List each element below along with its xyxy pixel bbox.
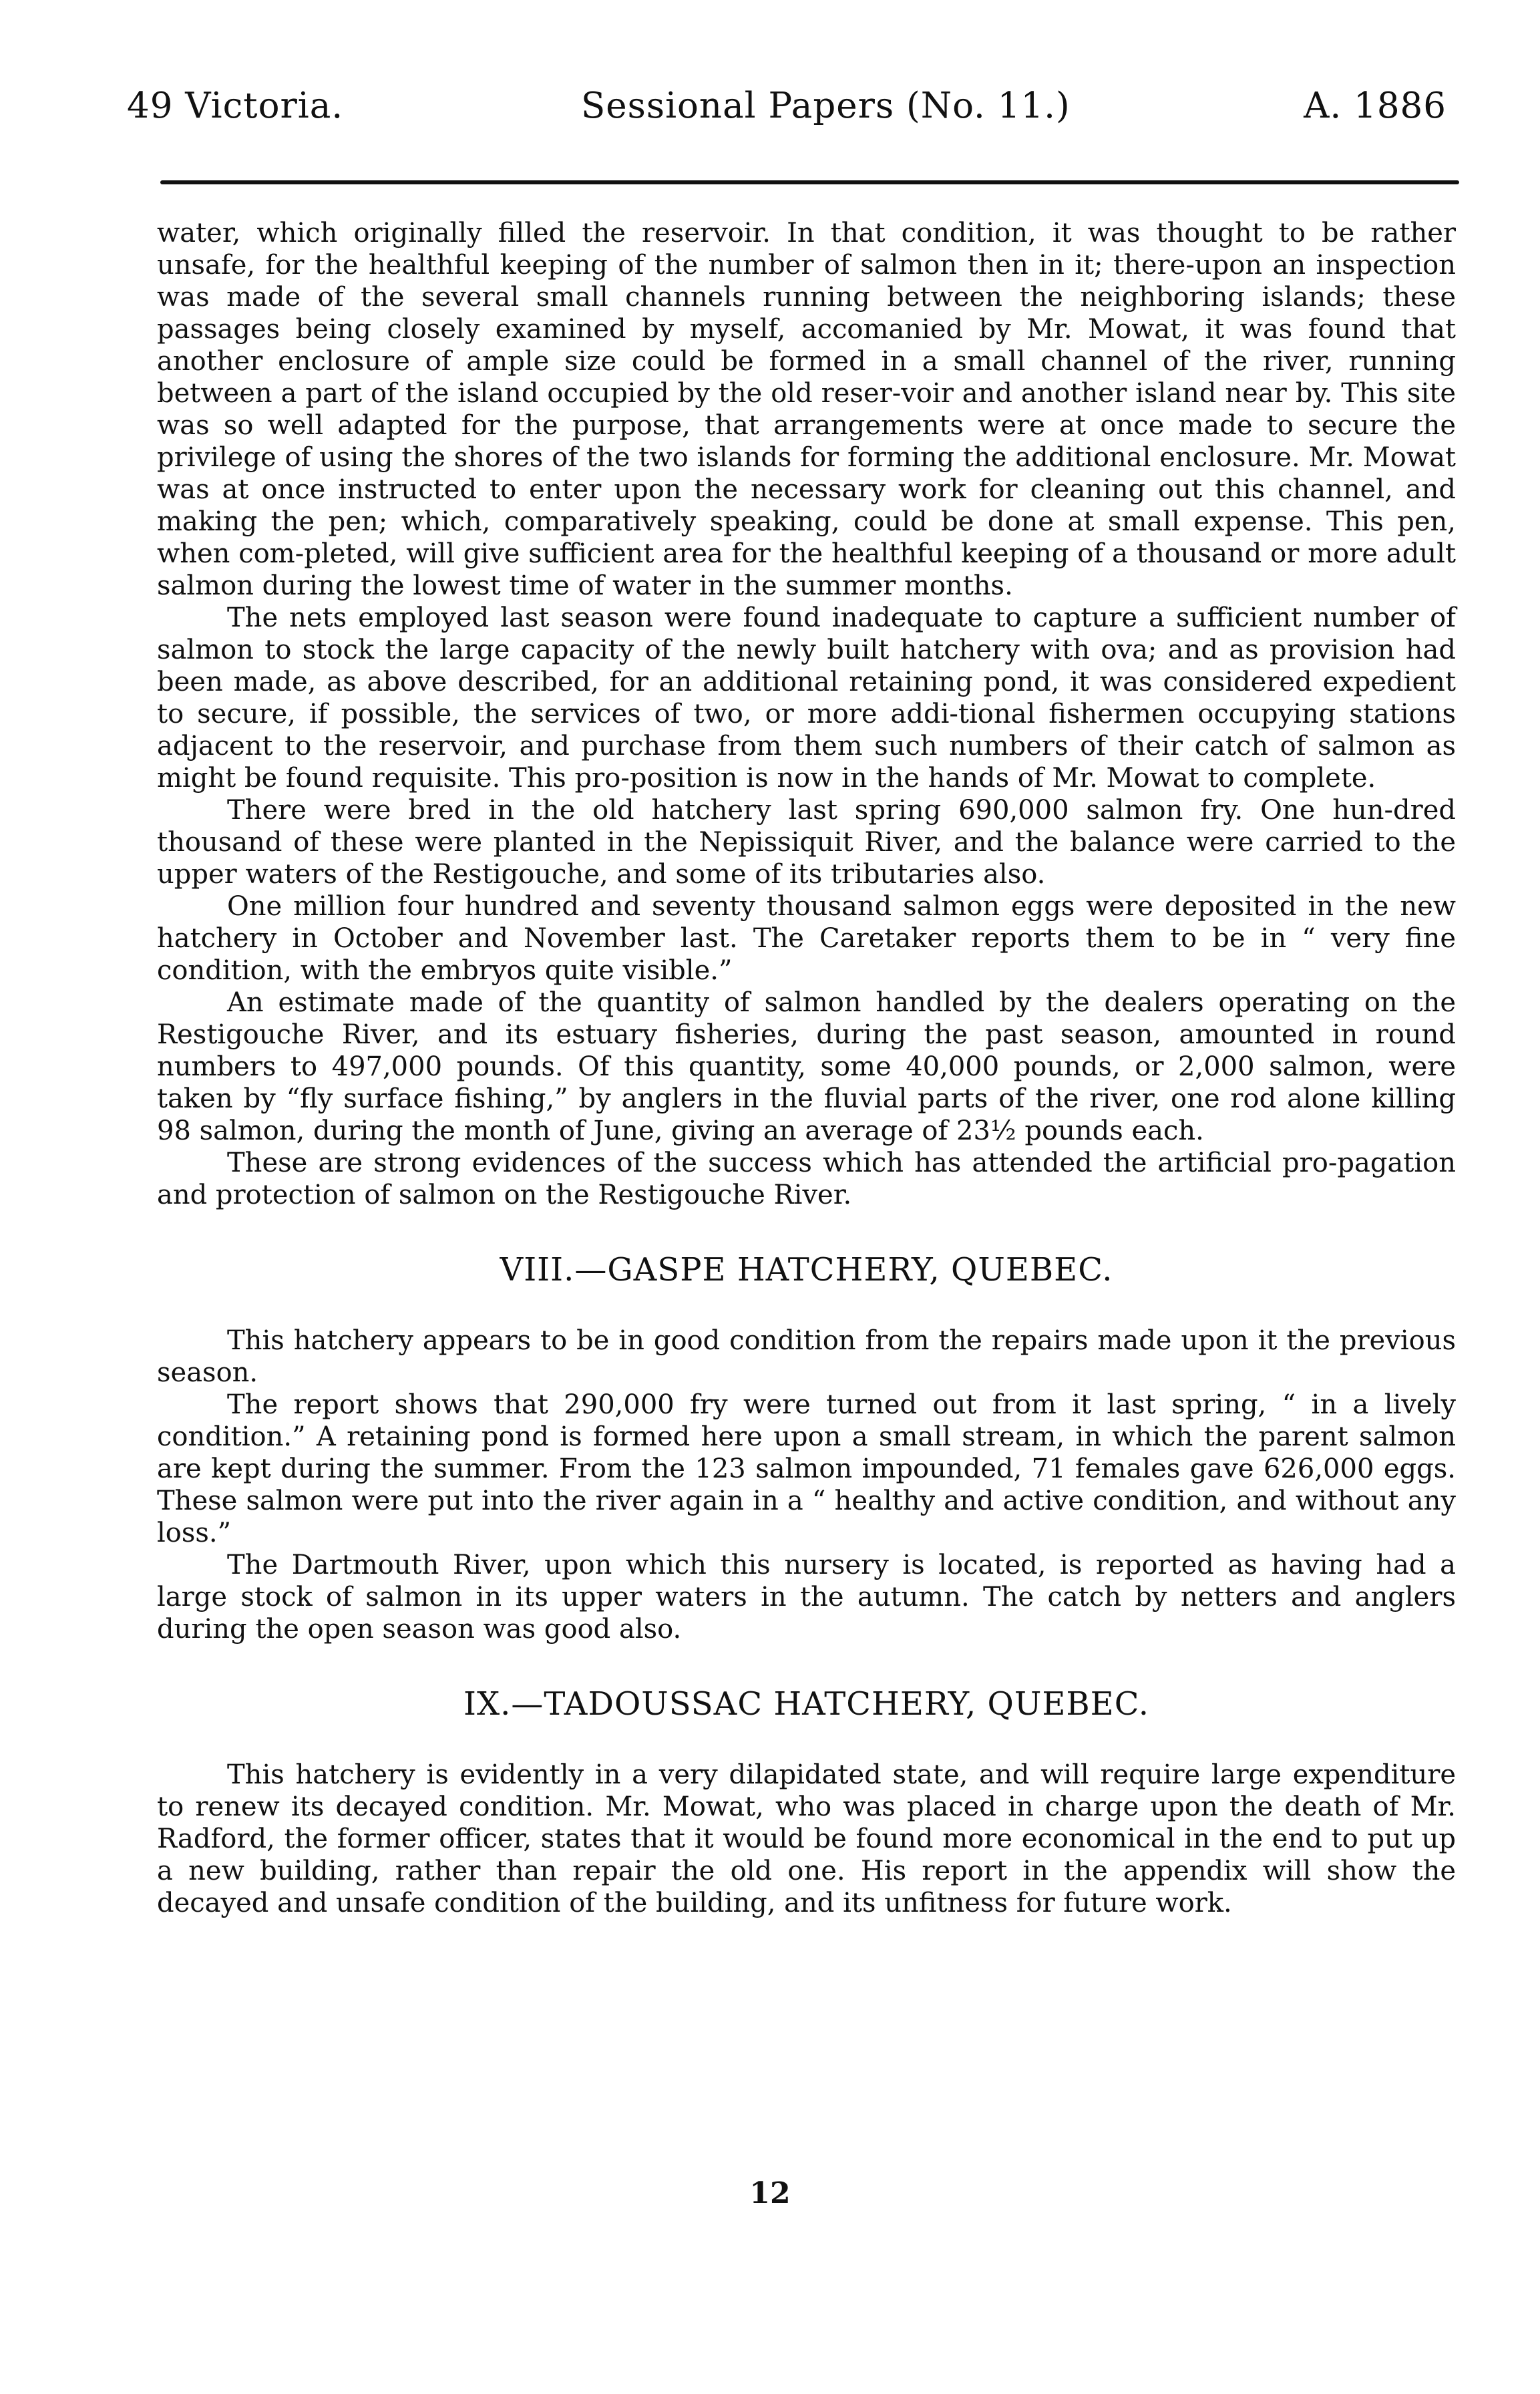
paragraph: This hatchery is evidently in a very dilapidated state, and will require large expenditure to renew its decayed condition. Mr. Mowat, who was placed in charge upon the death of Mr. Radford, the former officer, states that it would be found more economical in the end to put up a new building, rather than repair the old one. His report in the appendix will show the decayed and unsafe condition of the building, and its unfitness for future work.	[157, 1759, 1456, 1918]
header-series: A. 1886	[1304, 86, 1447, 126]
section-heading-gaspe: VIII.—GASPE HATCHERY, QUEBEC.	[500, 1251, 1113, 1289]
header-volume: 49 Victoria.	[127, 86, 344, 126]
paragraph: The nets employed last season were found inadequate to capture a sufficient number of salmon to stock the large capacity of the newly built hatchery with ova; and as provision had been made, as above described, for an additional retaining pond, it was considered expedient to secure, if possible, the services of two, or more addi-tional fishermen occupying stations adjacent to the reservoir, and purchase from them such numbers of their catch of salmon as might be found requisite. This pro-position is now in the hands of Mr. Mowat to complete.	[157, 603, 1456, 794]
paragraph: One million four hundred and seventy thousand salmon eggs were deposited in the new hatchery in October and November last. The Caretaker reports them to be in “ very fine condition, with the embryos quite visible.”	[157, 891, 1456, 986]
paragraph: This hatchery appears to be in good condition from the repairs made upon it the previous season.	[157, 1325, 1456, 1388]
paragraph: There were bred in the old hatchery last spring 690,000 salmon fry. One hun-dred thousand of these were planted in the Nepissiquit River, and the balance were carried to the upper waters of the Restigouche, and some of its tributaries also.	[157, 795, 1456, 890]
paragraph: The Dartmouth River, upon which this nursery is located, is reported as having had a large stock of salmon in its upper waters in the autumn. The catch by netters and anglers during the open season was good also.	[157, 1550, 1456, 1645]
header-title: Sessional Papers (No. 11.)	[581, 86, 1071, 126]
paragraph: These are strong evidences of the success which has attended the artificial pro-pagation and protection of salmon on the Restigouche River.	[157, 1148, 1456, 1210]
paragraph: water, which originally filled the reservoir. In that condition, it was thought to be rather unsafe, for the healthful keeping of the number of salmon then in it; there-upon an inspection was made of the several small channels running between the neighboring islands; these passages being closely examined by myself, accomanied by Mr. Mowat, it was found that another enclosure of ample size could be formed in a small channel of the river, running between a part of the island occupied by the old reser-voir and another island near by. This site was so well adapted for the purpose, that arrangements were at once made to secure the privilege of using the shores of the two islands for forming the additional enclosure. Mr. Mowat was at once instructed to enter upon the necessary work for cleaning out this channel, and making the pen; which, comparatively speaking, could be done at small expense. This pen, when com-pleted, will give sufficient area for the healthful keeping of a thousand or more adult salmon during the lowest time of water in the summer months.	[157, 218, 1456, 601]
section-heading-tadoussac: IX.—TADOUSSAC HATCHERY, QUEBEC.	[463, 1685, 1149, 1723]
running-header	[127, 86, 1447, 146]
body-text	[157, 217, 1456, 1919]
paragraph: The report shows that 290,000 fry were turned out from it last spring, “ in a lively condition.” A retaining pond is formed here upon a small stream, in which the parent salmon are kept during the summer. From the 123 salmon impounded, 71 females gave 626,000 eggs. These salmon were put into the river again in a “ healthy and active condition, and without any loss.”	[157, 1389, 1456, 1548]
page-number: 12	[749, 2176, 791, 2210]
paragraph: An estimate made of the quantity of salmon handled by the dealers operating on the Restigouche River, and its estuary fisheries, during the past season, amounted in round numbers to 497,000 pounds. Of this quantity, some 40,000 pounds, or 2,000 salmon, were taken by “fly surface fishing,” by anglers in the fluvial parts of the river, one rod alone killing 98 salmon, during the month of June, giving an average of 23½ pounds each.	[157, 987, 1456, 1146]
header-rule	[160, 180, 1459, 184]
